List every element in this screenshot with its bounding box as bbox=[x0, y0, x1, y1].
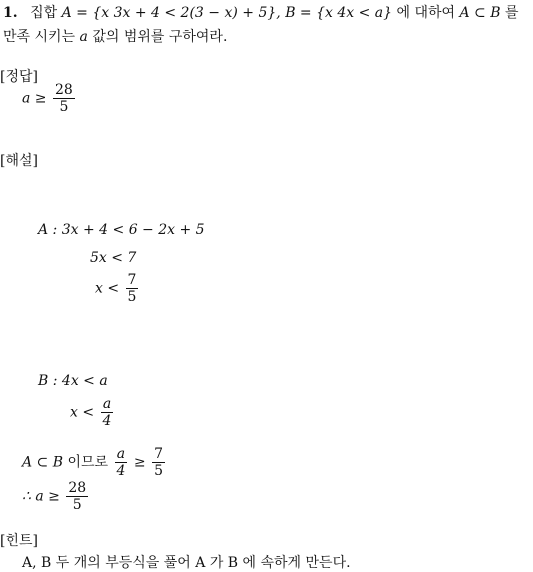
solution-label: [해설] bbox=[0, 153, 38, 169]
problem-text-pre: 집합 bbox=[30, 5, 58, 21]
solution-a-line-2: 5x < 7 bbox=[90, 250, 137, 266]
therefore-lhs: ∴ a ≥ bbox=[22, 488, 60, 505]
problem-text-post: 를 bbox=[504, 5, 519, 21]
solution-therefore bbox=[22, 480, 90, 513]
problem-line-1 bbox=[3, 2, 519, 22]
conclusion-fraction-1 bbox=[115, 446, 128, 479]
solution-a-fraction bbox=[126, 272, 139, 305]
conclusion-denominator-2: 5 bbox=[154, 463, 163, 480]
set-a-definition: A = {x 3x + 4 < 2(3 − x) + 5}, bbox=[61, 5, 281, 21]
therefore-numerator: 28 bbox=[68, 480, 87, 496]
therefore-denominator: 5 bbox=[72, 497, 82, 514]
solution-b-fraction bbox=[101, 396, 114, 429]
solution-b-line-2 bbox=[70, 396, 115, 429]
hint-text: A, B 두 개의 부등식을 풀어 A 가 B 에 속하게 만든다. bbox=[22, 555, 351, 571]
problem-text-mid: 에 대하여 bbox=[396, 5, 456, 21]
problem-text-2-pre: 만족 시키는 bbox=[3, 29, 76, 45]
problem-line-2 bbox=[3, 26, 227, 46]
solution-b-line-1: B : 4x < a bbox=[38, 373, 108, 389]
hint-label: [힌트] bbox=[0, 533, 38, 549]
conclusion-numerator-1: a bbox=[115, 446, 128, 463]
problem-text-2-post: 값의 범위를 구하여라. bbox=[92, 29, 228, 45]
answer-numerator: 28 bbox=[54, 82, 73, 98]
solution-b-denominator: 4 bbox=[102, 413, 112, 430]
solution-a-line-1: A : 3x + 4 < 6 − 2x + 5 bbox=[38, 222, 205, 238]
conclusion-numerator-2: 7 bbox=[154, 446, 163, 462]
subset-condition: A ⊂ B bbox=[459, 5, 501, 21]
solution-a-line-3-lhs: x < bbox=[95, 280, 120, 297]
therefore-fraction bbox=[66, 480, 88, 513]
solution-b-numerator: a bbox=[101, 396, 114, 413]
solution-b-line-2-lhs: x < bbox=[70, 404, 95, 421]
answer-label: [정답] bbox=[0, 69, 38, 85]
set-b-definition: B = {x 4x < a} bbox=[285, 5, 393, 21]
conclusion-denominator-1: 4 bbox=[116, 463, 126, 480]
solution-a-denominator: 5 bbox=[127, 289, 137, 306]
conclusion-subset: A ⊂ B bbox=[22, 454, 64, 471]
solution-a-numerator: 7 bbox=[127, 272, 137, 288]
conclusion-word: 이므로 bbox=[67, 454, 109, 471]
answer-lhs: a ≥ bbox=[22, 90, 47, 107]
conclusion-fraction-2 bbox=[152, 446, 165, 479]
solution-conclusion bbox=[22, 446, 167, 479]
answer-fraction bbox=[53, 82, 75, 115]
problem-number: 1. bbox=[3, 5, 18, 21]
solution-a-line-3 bbox=[95, 272, 140, 305]
answer-expression bbox=[22, 82, 77, 115]
variable-a: a bbox=[79, 29, 88, 45]
answer-denominator: 5 bbox=[59, 99, 69, 116]
conclusion-ge: ≥ bbox=[133, 454, 146, 471]
